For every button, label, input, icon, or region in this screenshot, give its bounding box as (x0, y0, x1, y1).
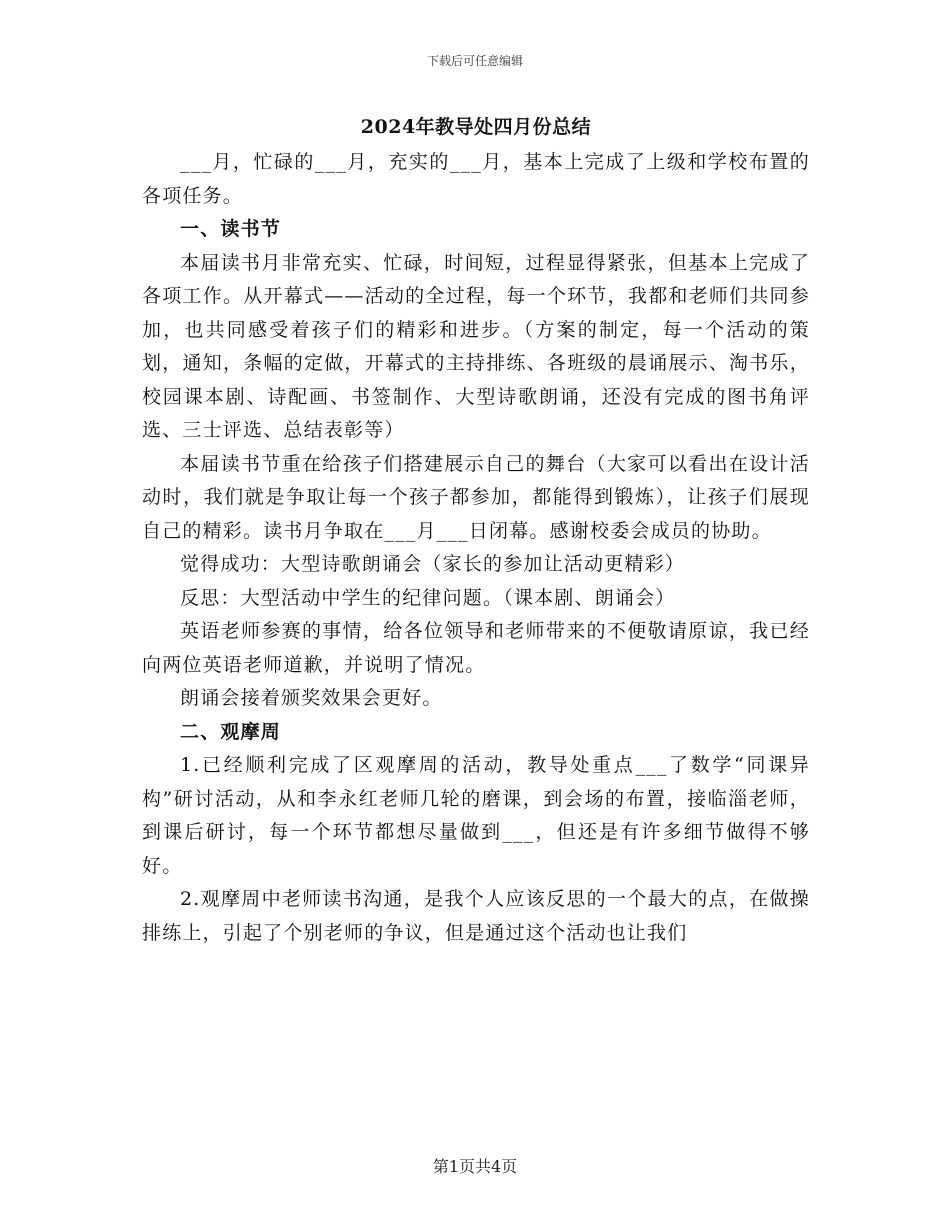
section-heading-reading-festival: 一、读书节 (180, 218, 282, 240)
paragraph: 本届读书月非常充实、忙碌，时间短，过程显得紧张，但基本上完成了各项工作。从开幕式——活动的全过程，每一个环节，我都和老师们共同参加，也共同感受着孩子们的精彩和进步。（方案的制定，每一个活动的策划，通知，条幅的定做，开幕式的主持排练、各班级的晨诵展示、淘书乐，校园课本剧、诗配画、书签制作、大型诗歌朗诵，还没有完成的图书角评选、三士评选、总结表彰等） (142, 251, 810, 441)
paragraph: 本届读书节重在给孩子们搭建展示自己的舞台（大家可以看出在设计活动时，我们就是争取让每一个孩子都参加，都能得到锻炼），让孩子们展现自己的精彩。读书月争取在___月___日闭幕。感谢校委会成员的协助。 (142, 452, 810, 542)
document-title: 2024年教导处四月份总结 (360, 116, 592, 138)
paragraph: 觉得成功：大型诗歌朗诵会（家长的参加让活动更精彩） (180, 553, 686, 575)
paragraph: 1.已经顺利完成了区观摩周的活动，教导处重点___了数学“同课异构”研讨活动，从和李永红老师几轮的磨课，到会场的布置，接临淄老师，到课后研讨，每一个环节都想尽量做到___，但还是有许多细节做得不够好。 (142, 754, 810, 877)
header-note: 下载后可任意编辑 (426, 54, 523, 68)
paragraph-intro: ___月，忙碌的___月，充实的___月，基本上完成了上级和学校布置的各项任务。 (142, 151, 810, 207)
paragraph: 反思：大型活动中学生的纪律问题。（课本剧、朗诵会） (180, 586, 676, 609)
document-body (142, 112, 810, 950)
paragraph: 2.观摩周中老师读书沟通，是我个人应该反思的一个最大的点，在做操排练上，引起了个别老师的争议，但是通过这个活动也让我们 (142, 888, 810, 944)
page-number: 第1页共4页 (432, 1157, 518, 1176)
section-heading-observation-week: 二、观摩周 (180, 720, 282, 743)
paragraph: 朗诵会接着颁奖效果会更好。 (180, 687, 443, 709)
paragraph: 英语老师参赛的事情，给各位领导和老师带来的不便敬请原谅，我已经向两位英语老师道歉，并说明了情况。 (142, 620, 810, 676)
